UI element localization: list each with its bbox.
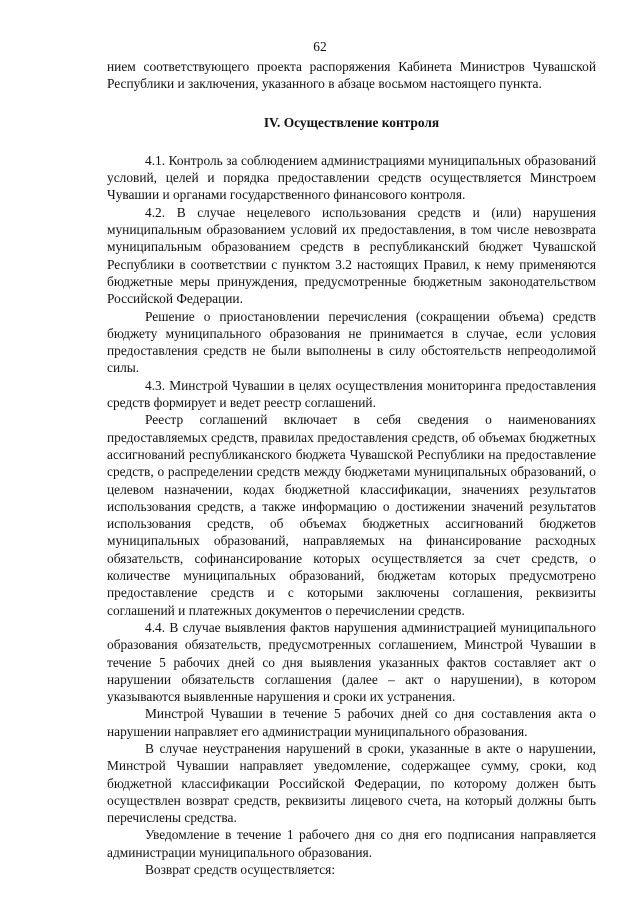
- paragraph-registry-contents: Реестр соглашений включает в себя сведения о наименованиях предоставляемых средств, правилах предоставления средств, об объемах бюджетных ассигнований республиканского бюджета Чувашской Республики на предоставление средств, о распределении средств между бюджетами муниципальных образований, о целевом назначении, кодах бюджетной классификации, значениях результатов использования средств, а также информацию о достижении значений результатов использования средств, об объемах бюджетных ассигнований бюджетов муниципальных образований, направляемых на финансирование расходных обязательств, софинансирование которых осуществляется за счет средств, о количестве муниципальных образований, бюджетам которых предусмотрено предоставление средств и с которыми заключены соглашения, реквизиты соглашений и платежных документов о перечислении средств.: [107, 412, 596, 618]
- section-heading: IV. Осуществление контроля: [263, 114, 440, 130]
- paragraph-suspension-decision: Решение о приостановлении перечисления (сокращении объема) средств бюджету муниципального образования не принимается в случае, если условия предоставления средств не были выполнены в силу обстоятельств непреодолимой силы.: [107, 308, 596, 376]
- paragraph-4-4: 4.4. В случае выявления фактов нарушения администрацией муниципального образования обязательств, предусмотренных соглашением, Минстрой Чувашии в течение 5 рабочих дней со дня выявления указанных фактов составляет акт о нарушении обязательств соглашения (далее – акт о нарушении), в котором указываются выявленные нарушения и сроки их устранения.: [107, 619, 596, 705]
- paragraph-4-2: 4.2. В случае нецелевого использования средств и (или) нарушения муниципальным образованием условий их предоставления, в том числе невозврата муниципальным образованием средств в республиканский бюджет Чувашской Республики в соответствии с пунктом 3.2 настоящих Правил, к нему применяются бюджетные меры принуждения, предусмотренные бюджетным законодательством Российской Федерации.: [107, 204, 596, 307]
- paragraph-4-1: 4.1. Контроль за соблюдением администрациями муниципальных образований условий, целей и порядка предоставлении средств осуществляется Минстроем Чувашии и органами государственного финансового контроля.: [107, 152, 596, 203]
- paragraph-notification: В случае неустранения нарушений в сроки, указанные в акте о нарушении, Минстрой Чувашии направляет уведомление, содержащее сумму, сроки, код бюджетной классификации Российской Федерации, по которому должен быть осуществлен возврат средств, реквизиты лицевого счета, на который должны быть перечислены средства.: [107, 740, 596, 826]
- paragraph-4-3: 4.3. Минстрой Чувашии в целях осуществления мониторинга предоставления средств формирует и ведет реестр соглашений.: [107, 377, 596, 411]
- paragraph-notification-sending: Уведомление в течение 1 рабочего дня со дня его подписания направляется администрации муниципального образования.: [107, 827, 596, 860]
- document-body: [107, 58, 596, 878]
- intro-paragraph: нием соответствующего проекта распоряжения Кабинета Министров Чувашской Республики и заключения, указанного в абзаце восьмом настоящего пункта.: [107, 59, 596, 92]
- page-number: 62: [313, 39, 327, 54]
- paragraph-act-sending: Минстрой Чувашии в течение 5 рабочих дней со дня составления акта о нарушении направляет его администрации муниципального образования.: [107, 706, 596, 739]
- paragraph-refund: Возврат средств осуществляется:: [145, 862, 336, 878]
